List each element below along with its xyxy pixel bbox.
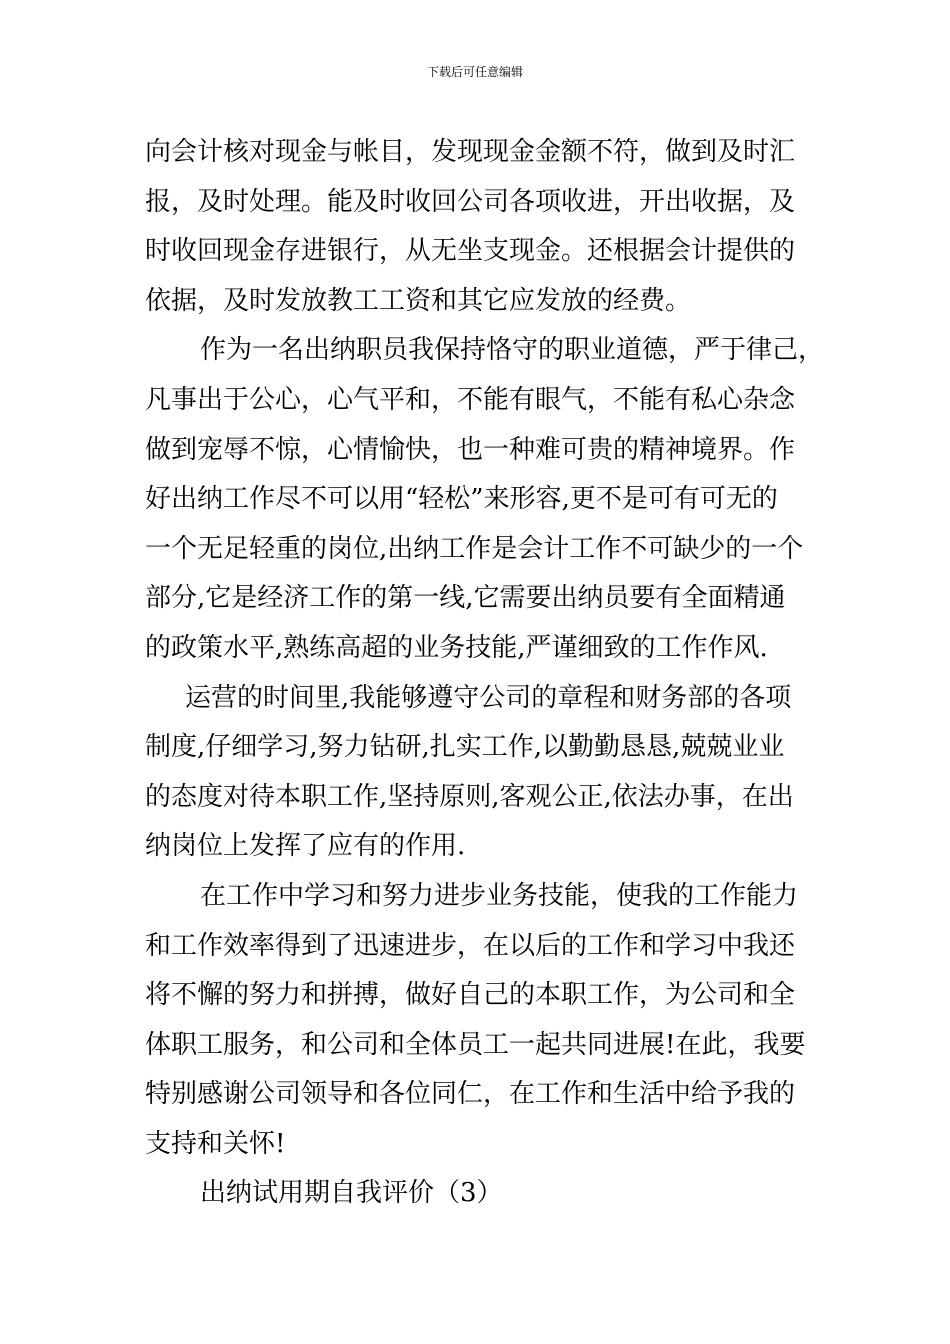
- text-line: 运营的时间里,我能够遵守公司的章程和财务部的各项: [185, 682, 792, 713]
- text-line: 特别感谢公司领导和各位同仁，在工作和生活中给予我的: [145, 1079, 796, 1110]
- paragraph: [145, 872, 815, 1170]
- text-line: 的态度对待本职工作,坚持原则,客观公正,依法办事，在出: [145, 781, 794, 812]
- paragraph: [145, 128, 815, 326]
- text-line: 支持和关怀!: [145, 1128, 286, 1159]
- text-line: 的政策水平,熟练高超的业务技能,严谨细致的工作作风.: [145, 632, 768, 663]
- text-line: 部分,它是经济工作的第一线,它需要出纳员要有全面精通: [145, 583, 786, 614]
- text-line: 体职工服务，和公司和全体员工一起共同进展!在此，我要: [145, 1029, 806, 1060]
- section-heading: [145, 1169, 815, 1219]
- text-line: 依据，及时发放教工工资和其它应发放的经费。: [145, 285, 692, 316]
- text-line: 凡事出于公心，心气平和，不能有眼气，不能有私心杂念: [145, 384, 796, 415]
- text-line: 将不懈的努力和拼搏，做好自己的本职工作，为公司和全: [145, 980, 796, 1011]
- text-line: 时收回现金存进银行，从无坐支现金。还根据会计提供的: [145, 236, 796, 267]
- paragraph: [145, 674, 815, 872]
- paragraph: [145, 326, 825, 673]
- text-line: 和工作效率得到了迅速进步，在以后的工作和学习中我还: [145, 930, 796, 961]
- document-body: [145, 128, 825, 1219]
- text-line: 好出纳工作尽不可以用“轻松”来形容,更不是可有可无的: [145, 484, 778, 515]
- page-header: 下载后可任意编辑: [426, 65, 523, 79]
- text-line: 制度,仔细学习,努力钻研,扎实工作,以勤勤恳恳,兢兢业业: [145, 732, 785, 763]
- text-line: 纳岗位上发挥了应有的作用.: [145, 831, 466, 862]
- text-line: 在工作中学习和努力进步业务技能，使我的工作能力: [200, 880, 799, 911]
- text-line: 报，及时处理。能及时收回公司各项收进，开出收据，及: [145, 186, 796, 217]
- text-line: 做到宠辱不惊，心情愉快，也一种难可贵的精神境界。作: [145, 434, 796, 465]
- text-line: 一个无足轻重的岗位,出纳工作是会计工作不可缺少的一个: [145, 533, 804, 564]
- text-line: 向会计核对现金与帐目，发现现金金额不符，做到及时汇: [145, 137, 796, 167]
- text-line: 作为一名出纳职员我保持恪守的职业道德，严于律己，: [200, 335, 825, 366]
- text-line: 出纳试用期自我评价（3）: [200, 1178, 503, 1209]
